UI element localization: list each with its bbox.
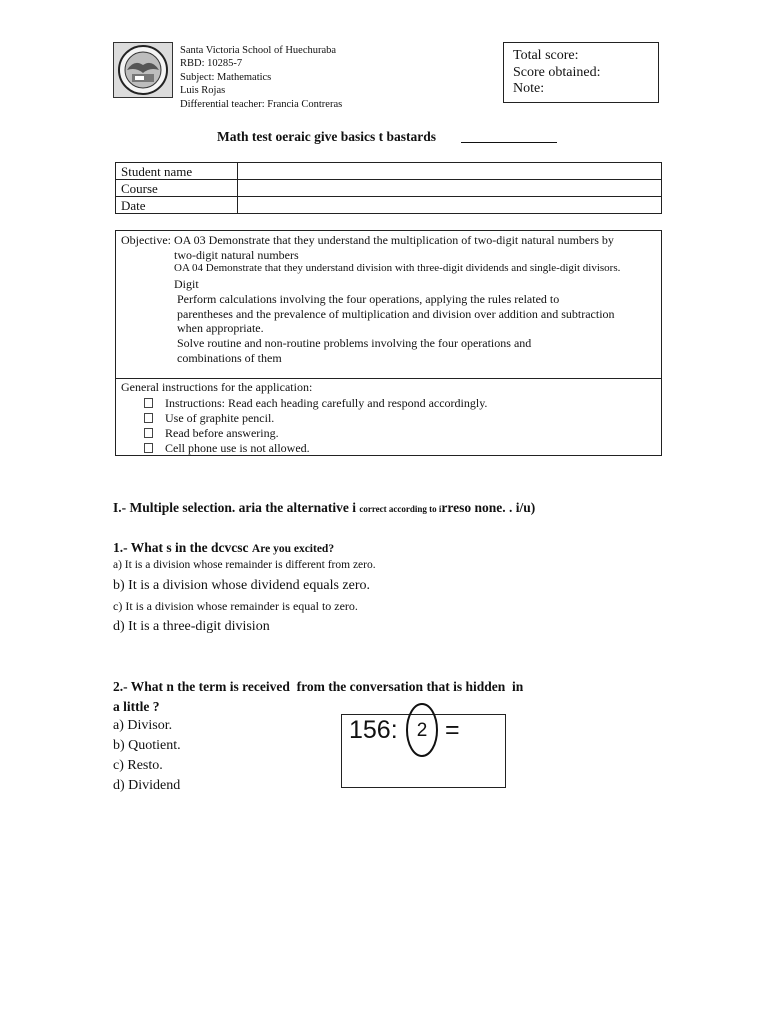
rbd-number: RBD: 10285-7 bbox=[180, 58, 243, 70]
course-label: Course bbox=[116, 180, 238, 197]
checkbox-bullet-icon bbox=[144, 413, 153, 423]
school-name: Santa Victoria School of Huechuraba bbox=[180, 45, 337, 56]
question-1-title: 1.- What s in the dcvcsc Are you excited? bbox=[113, 540, 335, 555]
question-2-title: 2.- What n the term is received from the conversation that is hidden in bbox=[113, 679, 524, 694]
school-logo bbox=[113, 42, 173, 98]
objective-line: Digit bbox=[174, 277, 199, 291]
list-item: Read before answering. bbox=[144, 426, 279, 441]
student-name-label: Student name bbox=[116, 163, 238, 180]
equation-equals: = bbox=[445, 716, 460, 744]
question-2-title-cont: a little ? bbox=[113, 699, 160, 714]
list-item: Cell phone use is not allowed. bbox=[144, 441, 310, 456]
title-underline bbox=[461, 142, 557, 143]
q1-option-a[interactable]: a) It is a division whose remainder is different from zero. bbox=[113, 559, 376, 571]
q1-option-d[interactable]: d) It is a three-digit division bbox=[113, 619, 270, 634]
q2-option-b[interactable]: b) Quotient. bbox=[113, 738, 181, 753]
instructions-box bbox=[115, 378, 662, 456]
note-label: Note: bbox=[513, 81, 545, 96]
checkbox-bullet-icon bbox=[144, 443, 153, 453]
student-info-table bbox=[115, 162, 662, 214]
course-field[interactable] bbox=[238, 180, 662, 197]
total-score-label: Total score: bbox=[513, 48, 579, 63]
student-name-field[interactable] bbox=[238, 163, 662, 180]
test-title: Math test oeraic give basics t bastards bbox=[217, 129, 436, 144]
table-row bbox=[116, 197, 662, 214]
objective-line: two-digit natural numbers bbox=[174, 248, 299, 262]
differential-teacher: Differential teacher: Francia Contreras bbox=[180, 98, 343, 110]
objective-line: OA 04 Demonstrate that they understand division with three-digit dividends and single-digit divisors. bbox=[174, 262, 621, 274]
checkbox-bullet-icon bbox=[144, 398, 153, 408]
q2-option-a[interactable]: a) Divisor. bbox=[113, 718, 173, 733]
instructions-heading: General instructions for the application: bbox=[121, 380, 313, 394]
objective-line: Solve routine and non-routine problems involving the four operations and bbox=[177, 336, 532, 350]
q2-option-d[interactable]: d) Dividend bbox=[113, 778, 181, 793]
subject: Subject: Mathematics bbox=[180, 71, 272, 83]
list-item: Instructions: Read each heading carefully and respond accordingly. bbox=[144, 396, 487, 411]
table-row bbox=[116, 163, 662, 180]
objectives-box bbox=[115, 230, 662, 379]
date-label: Date bbox=[116, 197, 238, 214]
section-heading: I.- Multiple selection. aria the alternative i correct according to irreso none. . i/u) bbox=[113, 500, 536, 515]
objective-line: Objective: OA 03 Demonstrate that they understand the multiplication of two-digit natural numbers by bbox=[121, 233, 614, 247]
q1-option-b[interactable]: b) It is a division whose dividend equals zero. bbox=[113, 578, 371, 593]
objective-line: Perform calculations involving the four operations, applying the rules related to bbox=[177, 292, 560, 306]
objective-line: when appropriate. bbox=[177, 321, 264, 335]
score-obtained-label: Score obtained: bbox=[513, 64, 601, 80]
score-box bbox=[503, 42, 659, 103]
objective-line: parentheses and the prevalence of multiplication and division over addition and subtraction bbox=[177, 307, 615, 321]
equation-dividend: 156: bbox=[349, 716, 398, 744]
q1-option-c[interactable]: c) It is a division whose remainder is equal to zero. bbox=[113, 599, 358, 613]
table-row bbox=[116, 180, 662, 197]
header-info bbox=[180, 44, 342, 111]
objective-line: combinations of them bbox=[177, 351, 282, 365]
equation-divisor: 2 bbox=[416, 720, 428, 741]
q2-option-c[interactable]: c) Resto. bbox=[113, 758, 163, 773]
list-item: Use of graphite pencil. bbox=[144, 411, 274, 426]
teacher-name: Luis Rojas bbox=[180, 85, 226, 97]
checkbox-bullet-icon bbox=[144, 428, 153, 438]
date-field[interactable] bbox=[238, 197, 662, 214]
